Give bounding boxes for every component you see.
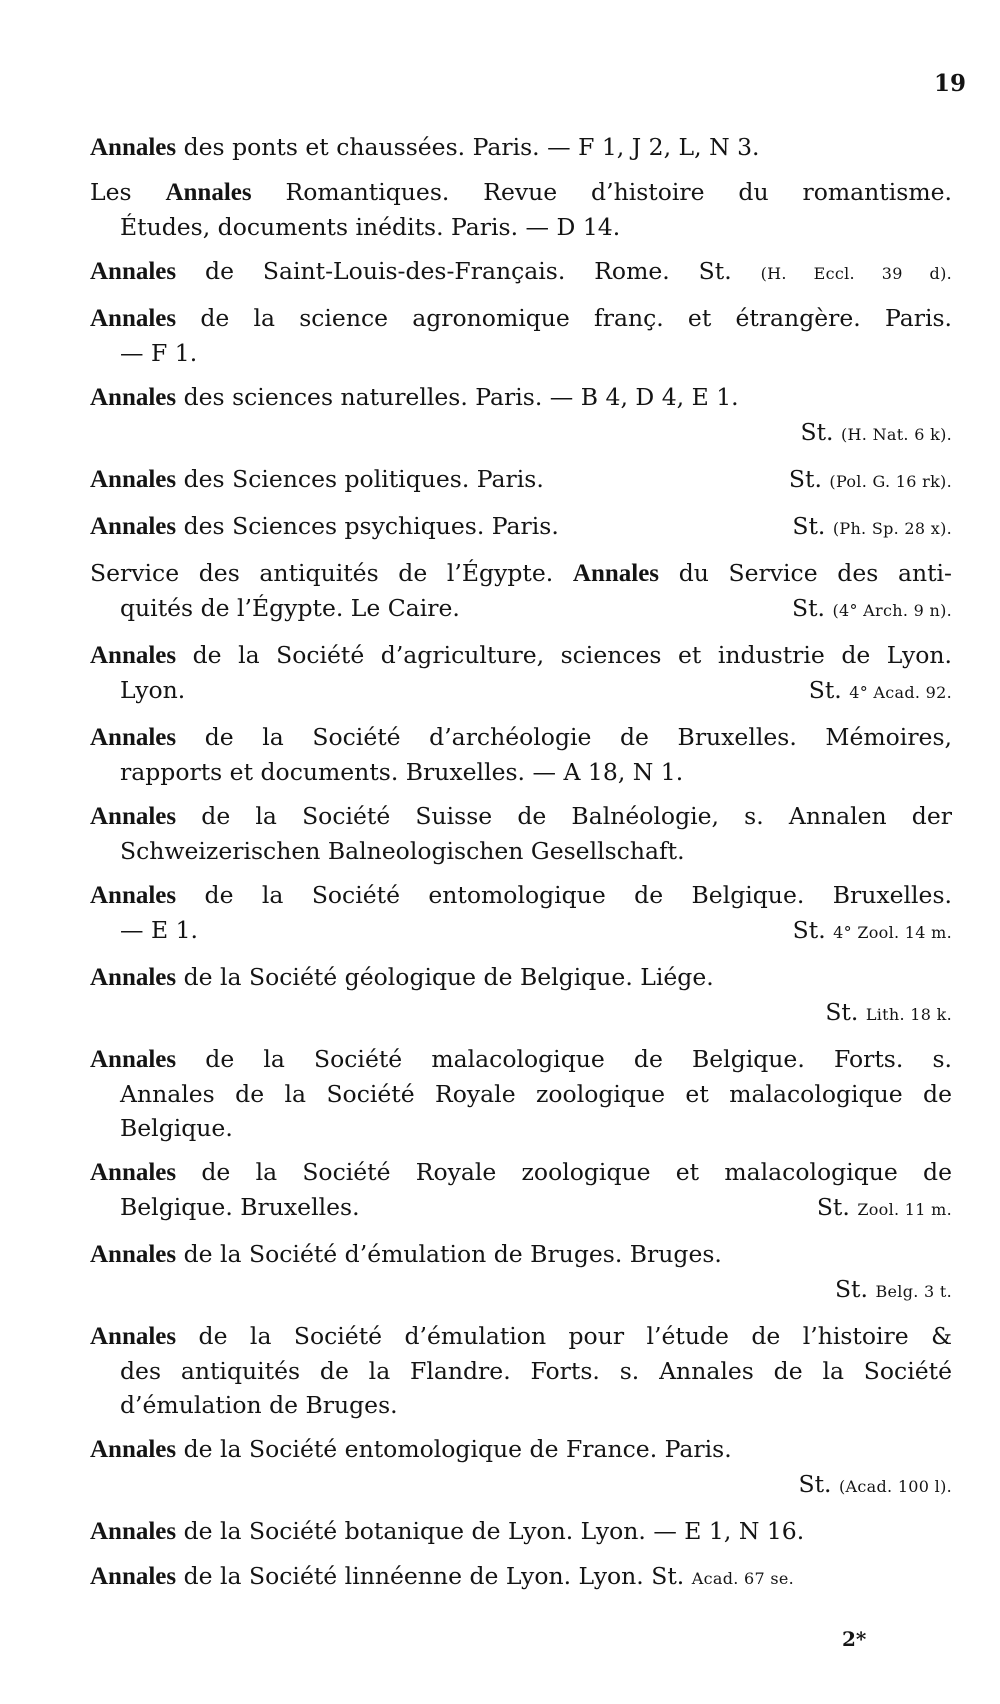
list-item (90, 254, 952, 291)
shelfmark: (H. Eccl. 39 d). (760, 264, 952, 283)
list-item (90, 799, 952, 868)
entry-prefix: Les (90, 178, 166, 206)
entry-keyword: Annales (90, 1518, 177, 1545)
shelf-st: St. (798, 1470, 832, 1498)
list-item (90, 462, 952, 499)
entry-keyword: Annales (90, 724, 177, 751)
entry-text: de la Société entomologique de France. Paris. (176, 1435, 732, 1463)
entry-keyword: Annales (165, 179, 252, 206)
shelf-st: St. (788, 465, 822, 493)
signature-mark: 2* (842, 1627, 867, 1651)
entry-continuation: des antiquités de la Flandre. Forts. s. Annales de la Société d’émulation de Bruges. (120, 1357, 952, 1419)
entry-heading (90, 878, 952, 913)
entry-text: de la Société d’émulation pour l’étude de l’histoire & (176, 1322, 952, 1350)
entry-continuation (90, 415, 952, 452)
shelfmark: Lith. 18 k. (865, 1005, 952, 1024)
entry-text: de la Société d’agriculture, sciences et industrie de Lyon. (176, 641, 952, 669)
list-item (90, 1559, 952, 1596)
entry-keyword: Annales (90, 1159, 177, 1186)
entry-heading (90, 638, 952, 673)
entry-keyword: Annales (90, 642, 177, 669)
list-item (90, 638, 952, 710)
entry-continuation: Études, documents inédits. Paris. — D 14. (120, 213, 621, 241)
entry-keyword: Annales (572, 560, 660, 587)
entry-continuation (90, 995, 952, 1032)
shelf-st: St. (825, 998, 859, 1026)
shelfmark: Acad. 67 se. (691, 1569, 795, 1588)
shelfmark: 4° Acad. 92. (849, 683, 952, 702)
entry-keyword: Annales (90, 803, 177, 830)
entry-heading (90, 720, 952, 755)
list-item (90, 720, 952, 789)
entry-keyword: Annales (90, 384, 177, 411)
entry-text: de la Société Royale zoologique et malacologique de (176, 1158, 952, 1186)
shelfmark: Zool. 11 m. (857, 1200, 952, 1219)
entry-continuation: Lyon. St. 4° Acad. 92. (90, 673, 952, 710)
entry-text: de la Société malacologique de Belgique. Forts. s. (176, 1045, 952, 1073)
entry-heading (90, 1559, 952, 1596)
entry-keyword: Annales (90, 1241, 177, 1268)
entry-text: de la Société entomologique de Belgique. Bruxelles. (176, 881, 952, 909)
entry-keyword: Annales (90, 1563, 177, 1590)
list-item (90, 878, 952, 950)
entry-keyword: Annales (90, 1323, 177, 1350)
entry-heading (90, 1042, 952, 1077)
entry-text: de la Société d’émulation de Bruges. Bruges. (176, 1240, 722, 1268)
entry-keyword: Annales (90, 1436, 177, 1463)
entry-heading (90, 1237, 952, 1272)
entry-heading (90, 175, 952, 210)
shelfmark: 4° Zool. 14 m. (833, 923, 952, 942)
entry-continuation-text: Lyon. (120, 676, 186, 704)
entry-text: des Sciences politiques. Paris. (176, 465, 544, 493)
entry-text: de la Société Suisse de Balnéologie, s. Annalen der (176, 802, 952, 830)
entry-keyword: Annales (90, 513, 177, 540)
entry-continuation (90, 1467, 952, 1504)
entry-keyword: Annales (90, 466, 177, 493)
entry-continuation: — E 1. St. 4° Zool. 14 m. (90, 913, 952, 950)
entry-heading (90, 799, 952, 834)
shelf-st: St. (800, 418, 834, 446)
entry-keyword: Annales (90, 258, 177, 285)
entry-text: de la Société botanique de Lyon. Lyon. — E 1, N 16. (176, 1517, 805, 1545)
entry-heading (90, 130, 952, 165)
entry-continuation: rapports et documents. Bruxelles. — A 18, N 1. (120, 758, 684, 786)
entry-keyword: Annales (90, 964, 177, 991)
entry-heading (90, 960, 952, 995)
entry-continuation: — F 1. (120, 339, 198, 367)
list-item (90, 556, 952, 628)
entry-text: de la Société linnéenne de Lyon. Lyon. St. (176, 1562, 685, 1590)
shelfmark: (H. Nat. 6 k). (841, 425, 952, 444)
entry-list (90, 130, 952, 1606)
shelfmark: (4° Arch. 9 n). (832, 601, 952, 620)
entry-continuation (90, 1272, 952, 1309)
list-item (90, 1514, 952, 1549)
list-item (90, 130, 952, 165)
list-item (90, 1237, 952, 1309)
shelfmark: Belg. 3 t. (875, 1282, 952, 1301)
entry-heading (90, 1432, 952, 1467)
list-item (90, 1432, 952, 1504)
list-item (90, 509, 952, 546)
page-number: 19 (934, 70, 967, 97)
entry-continuation: Schweizerischen Balneologischen Gesellschaft. (120, 837, 685, 865)
shelf-st: St. (834, 1275, 868, 1303)
entry-continuation-text: — E 1. (120, 916, 199, 944)
entry-continuation-text: quités de l’Égypte. Le Caire. (120, 594, 460, 622)
entry-continuation: quités de l’Égypte. Le Caire. St. (4° Arch. 9 n). (90, 591, 952, 628)
shelfmark: (Ph. Sp. 28 x). (832, 519, 952, 538)
entry-text: des Sciences psychiques. Paris. (176, 512, 559, 540)
entry-keyword: Annales (90, 134, 177, 161)
shelf-st: St. (792, 512, 826, 540)
list-item (90, 960, 952, 1032)
entry-heading (90, 380, 952, 415)
entry-text: des ponts et chaussées. Paris. — F 1, J 2, L, N 3. (176, 133, 760, 161)
entry-keyword: Annales (90, 882, 177, 909)
list-item (90, 175, 952, 244)
entry-text: de Saint-Louis-des-Français. Rome. St. (176, 257, 732, 285)
entry-text: des sciences naturelles. Paris. — B 4, D 4, E 1. (176, 383, 739, 411)
entry-continuation: Annales de la Société Royale zoologique et malacologique de Belgique. (120, 1080, 952, 1142)
entry-prefix: Service des antiquités de l’Égypte. (90, 559, 573, 587)
entry-text: de la science agronomique franç. et étrangère. Paris. (176, 304, 952, 332)
entry-heading (90, 462, 952, 499)
entry-heading (90, 1319, 952, 1354)
list-item (90, 1155, 952, 1227)
entry-keyword: Annales (90, 305, 177, 332)
entry-keyword: Annales (90, 1046, 177, 1073)
entry-text: de la Société d’archéologie de Bruxelles. Mémoires, (176, 723, 952, 751)
shelfmark: (Pol. G. 16 rk). (829, 472, 952, 491)
entry-heading (90, 1514, 952, 1549)
entry-heading (90, 1155, 952, 1190)
entry-heading (90, 556, 952, 591)
list-item (90, 1042, 952, 1145)
list-item (90, 1319, 952, 1422)
entry-text: Romantiques. Revue d’histoire du romantisme. (251, 178, 952, 206)
entry-text: du Service des anti- (659, 559, 952, 587)
entry-heading (90, 301, 952, 336)
entry-continuation: Belgique. Bruxelles. St. Zool. 11 m. (90, 1190, 952, 1227)
list-item (90, 301, 952, 370)
entry-heading (90, 509, 952, 546)
entry-heading (90, 254, 952, 291)
shelfmark: (Acad. 100 l). (839, 1477, 952, 1496)
entry-text: de la Société géologique de Belgique. Liége. (176, 963, 714, 991)
entry-continuation-text: Belgique. Bruxelles. (120, 1193, 360, 1221)
list-item (90, 380, 952, 452)
